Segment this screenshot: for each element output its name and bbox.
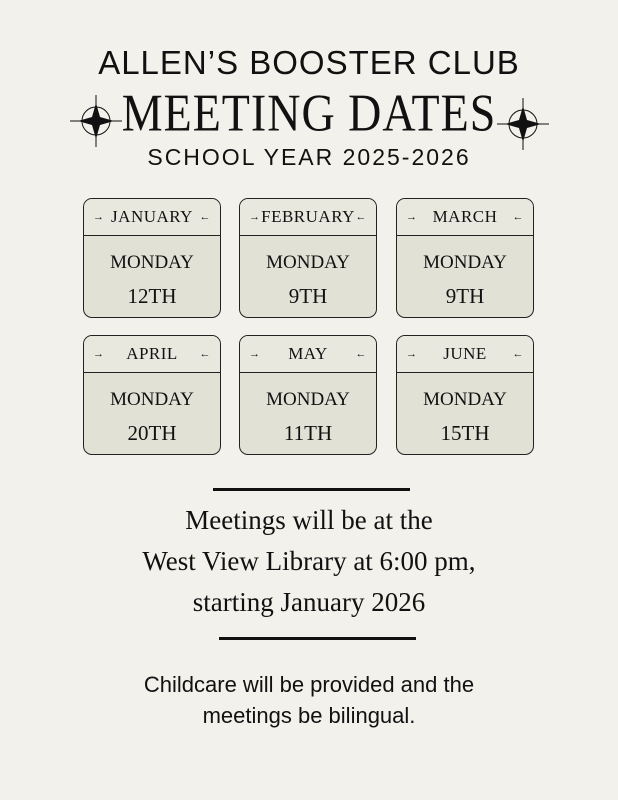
arrow-right-icon: → [93,348,105,360]
meeting-card-march [396,198,534,318]
card-date: 9TH [445,284,485,308]
divider [213,488,410,491]
location-line-1: Meetings will be at the [185,505,433,535]
card-date: 12TH [127,284,177,308]
arrow-left-icon: ← [199,348,211,360]
childcare-note-line-1: Childcare will be provided and the [143,672,475,697]
card-date: 9TH [288,284,328,308]
card-date: 20TH [127,421,177,445]
card-month: MARCH [432,207,498,226]
four-point-star-icon [497,98,549,150]
card-month: MAY [288,344,328,363]
arrow-right-icon: → [406,211,418,223]
card-date: 15TH [440,421,490,445]
card-month-header [84,336,220,373]
card-month: JUNE [443,344,487,363]
location-line-3: starting January 2026 [192,587,426,617]
card-month-header [397,336,533,373]
arrow-right-icon: → [406,348,418,360]
arrow-left-icon: ← [199,211,211,223]
card-month-header [240,336,376,373]
divider [219,637,416,640]
card-month: APRIL [126,344,178,363]
meeting-card-april [83,335,221,455]
meeting-card-january [83,198,221,318]
card-weekday: MONDAY [110,389,194,410]
childcare-note-line-2: meetings be bilingual. [202,703,416,728]
card-month: JANUARY [111,207,193,226]
four-point-star-icon [70,95,122,147]
arrow-left-icon: ← [512,211,524,223]
arrow-right-icon: → [249,211,261,223]
meeting-card-may [239,335,377,455]
school-year: SCHOOL YEAR 2025-2026 [147,144,471,170]
page-title: MEETING DATES [121,83,497,142]
arrow-left-icon: ← [355,348,367,360]
card-month-header [84,199,220,236]
card-weekday: MONDAY [423,389,507,410]
club-name: ALLEN’S BOOSTER CLUB [98,44,520,81]
card-weekday: MONDAY [266,252,350,273]
card-month-header [397,199,533,236]
card-weekday: MONDAY [423,252,507,273]
arrow-left-icon: ← [512,348,524,360]
card-date: 11TH [283,421,333,445]
meeting-card-june [396,335,534,455]
card-weekday: MONDAY [110,252,194,273]
arrow-left-icon: ← [355,211,367,223]
arrow-right-icon: → [249,348,261,360]
location-line-2: West View Library at 6:00 pm, [142,546,476,576]
card-month-header [240,199,376,236]
meeting-card-february [239,198,377,318]
card-weekday: MONDAY [266,389,350,410]
arrow-right-icon: → [93,211,105,223]
card-month: FEBRUARY [261,207,355,226]
